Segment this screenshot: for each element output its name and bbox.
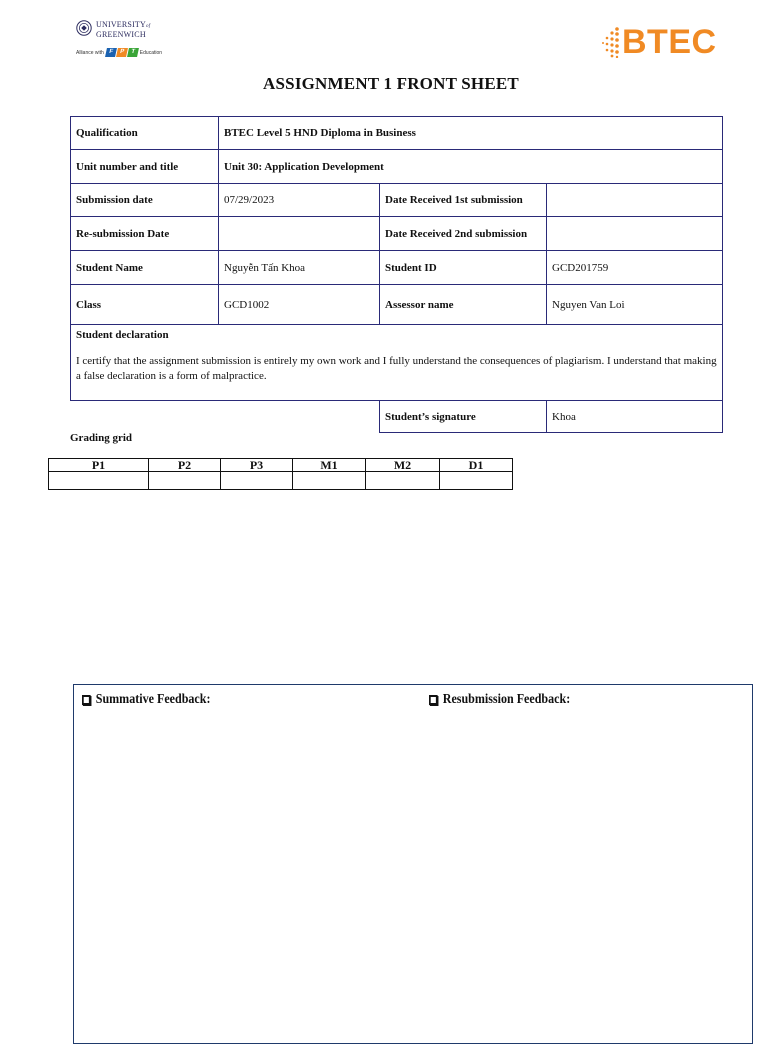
date-received-2-label: Date Received 2nd submission xyxy=(380,217,547,251)
alliance-prefix: Alliance with xyxy=(76,49,104,56)
student-id-label: Student ID xyxy=(380,251,547,285)
signature-value: Khoa xyxy=(547,401,723,433)
fpt-logo xyxy=(106,48,138,57)
date-received-2-value xyxy=(547,217,723,251)
row-declaration xyxy=(71,325,723,401)
class-value: GCD1002 xyxy=(219,285,380,325)
date-received-1-value xyxy=(547,184,723,217)
qualification-value: BTEC Level 5 HND Diploma in Business xyxy=(219,117,723,150)
grade-header-p3: P3 xyxy=(221,459,293,472)
grading-grid-table xyxy=(48,458,513,490)
fpt-letter-t: T xyxy=(127,48,139,57)
grade-header-p2: P2 xyxy=(149,459,221,472)
qualification-label: Qualification xyxy=(71,117,219,150)
student-id-value: GCD201759 xyxy=(547,251,723,285)
row-resubmission xyxy=(71,217,723,251)
feedback-box xyxy=(73,684,753,1044)
grade-header-p1: P1 xyxy=(49,459,149,472)
submission-date-value: 07/29/2023 xyxy=(219,184,380,217)
grade-value-m2 xyxy=(366,472,440,490)
grading-grid-label: Grading grid xyxy=(70,432,133,444)
grade-header-d1: D1 xyxy=(440,459,513,472)
resubmission-feedback-label: Resubmission Feedback: xyxy=(442,692,571,707)
grade-value-m1 xyxy=(293,472,366,490)
checkbox-icon[interactable] xyxy=(429,695,438,705)
grading-header-row xyxy=(49,459,513,472)
grading-value-row xyxy=(49,472,513,490)
unit-label: Unit number and title xyxy=(71,150,219,184)
assessor-label: Assessor name xyxy=(380,285,547,325)
row-unit xyxy=(71,150,723,184)
fpt-letter-p: P xyxy=(116,48,128,57)
row-qualification xyxy=(71,117,723,150)
alliance-suffix: Education xyxy=(139,49,163,56)
signature-spacer xyxy=(71,401,380,433)
grade-value-p1 xyxy=(49,472,149,490)
btec-logo xyxy=(600,22,720,62)
submission-date-label: Submission date xyxy=(71,184,219,217)
declaration-text: I certify that the assignment submission is entirely my own work and I fully understand the consequences of plagiarism. I understand that making a false declaration is a form of malpractice. xyxy=(76,355,717,382)
university-line1: UNIVERSITY xyxy=(96,20,146,29)
university-of: of xyxy=(146,24,151,29)
fpt-letter-f: F xyxy=(105,48,117,57)
page-title: ASSIGNMENT 1 FRONT SHEET xyxy=(263,74,519,93)
grade-value-p2 xyxy=(149,472,221,490)
row-class xyxy=(71,285,723,325)
grade-header-m1: M1 xyxy=(293,459,366,472)
alliance-line xyxy=(76,48,162,57)
university-greenwich-logo xyxy=(76,18,176,62)
university-line2: GREENWICH xyxy=(96,30,146,39)
btec-dots-icon xyxy=(600,26,620,58)
resubmission-feedback-header xyxy=(429,692,570,708)
summative-feedback-label: Summative Feedback: xyxy=(95,692,211,707)
declaration-title: Student declaration xyxy=(76,329,169,341)
front-sheet-table xyxy=(70,116,723,433)
row-student xyxy=(71,251,723,285)
date-received-1-label: Date Received 1st submission xyxy=(380,184,547,217)
class-label: Class xyxy=(71,285,219,325)
row-submission xyxy=(71,184,723,217)
unit-value: Unit 30: Application Development xyxy=(219,150,723,184)
university-seal-icon xyxy=(76,20,92,36)
declaration-cell xyxy=(71,325,723,401)
grade-value-d1 xyxy=(440,472,513,490)
signature-label: Student’s signature xyxy=(380,401,547,433)
summative-feedback-header xyxy=(82,692,210,708)
resubmission-date-label: Re-submission Date xyxy=(71,217,219,251)
grade-header-m2: M2 xyxy=(366,459,440,472)
assessor-value: Nguyen Van Loi xyxy=(547,285,723,325)
checkbox-icon[interactable] xyxy=(82,695,91,705)
student-name-value: Nguyễn Tấn Khoa xyxy=(219,251,380,285)
university-name xyxy=(96,21,150,39)
student-name-label: Student Name xyxy=(71,251,219,285)
row-signature xyxy=(71,401,723,433)
resubmission-date-value xyxy=(219,217,380,251)
grade-value-p3 xyxy=(221,472,293,490)
btec-wordmark: BTEC xyxy=(622,23,717,61)
